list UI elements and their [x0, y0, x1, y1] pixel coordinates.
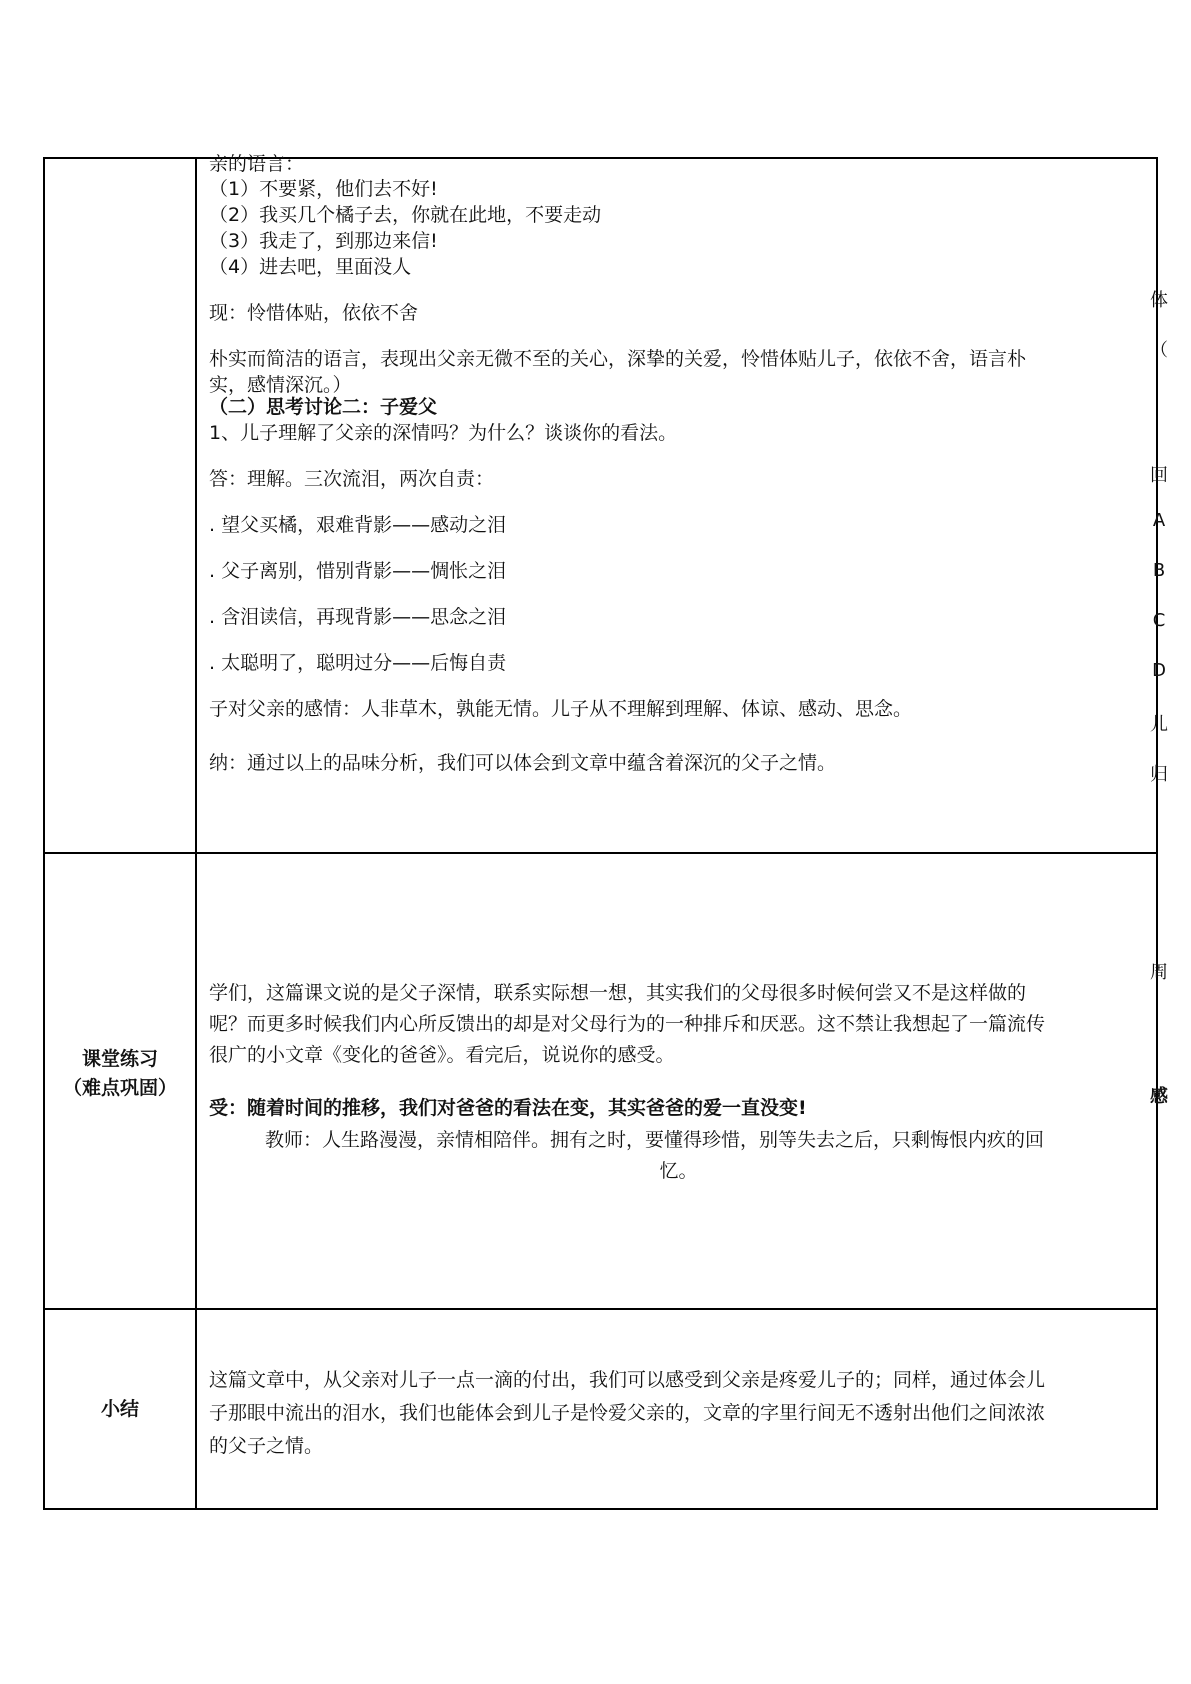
margin-char: 感	[1150, 1086, 1168, 1107]
text-line: . 含泪读信，再现背影——思念之泪	[209, 606, 507, 628]
text-line: 亲的语言：	[209, 153, 305, 175]
text-line: 1、儿子理解了父亲的深情吗？为什么？谈谈你的看法。	[209, 422, 678, 444]
lesson-plan-table	[43, 153, 1158, 1510]
section-heading: （二）思考讨论二：子爱父	[209, 396, 438, 418]
text-line: 这篇文章中，从父亲对儿子一点一滴的付出，我们可以感受到父亲是疼爱儿子的；同样，通过体会儿	[209, 1369, 1046, 1391]
text-line: （2）我买几个橘子去，你就在此地，不要走动	[209, 204, 602, 226]
text-line: （3）我走了，到那边来信!	[209, 230, 438, 252]
text-line: 答：理解。三次流泪，两次自责：	[209, 468, 495, 490]
text-line: 现：怜惜体贴，依依不舍	[209, 302, 419, 324]
margin-char: 回	[1150, 465, 1168, 486]
margin-char: A	[1152, 510, 1166, 531]
margin-char: C	[1152, 610, 1166, 631]
row-label-summary: 小结	[44, 1309, 196, 1509]
text-line: 很广的小文章《变化的爸爸》。看完后，说说你的感受。	[209, 1044, 675, 1066]
margin-char: 儿	[1150, 714, 1168, 735]
teacher-line: 教师：人生路漫漫，亲情相陪伴。拥有之时，要懂得珍惜，别等失去之后，只剩悔恨内疚的回	[265, 1129, 1045, 1151]
text-line: 呢？而更多时候我们内心所反馈出的却是对父母行为的一种排斥和厌恶。这不禁让我想起了一篇流传	[209, 1013, 1046, 1035]
text-line: 子对父亲的感情：人非草木，孰能无情。儿子从不理解到理解、体谅、感动、思念。	[209, 698, 913, 720]
text-line: （4）进去吧，里面没人	[209, 256, 412, 278]
margin-char: 体	[1150, 290, 1168, 311]
row-content-summary	[196, 1309, 1157, 1509]
margin-char: （	[1150, 340, 1168, 361]
row-label-empty	[44, 158, 196, 853]
table-row	[44, 1309, 1157, 1509]
table-row	[44, 853, 1157, 1309]
margin-char: 周	[1150, 962, 1168, 983]
label-line: 课堂练习	[81, 1048, 158, 1070]
text-line: . 望父买橘，艰难背影——感动之泪	[209, 514, 507, 536]
text-line: 朴实而简洁的语言，表现出父亲无微不至的关心，深挚的关爱，怜惜体贴儿子，依依不舍，语言朴	[209, 348, 1027, 370]
text-line: 的父子之情。	[209, 1435, 324, 1457]
text-line: 子那眼中流出的泪水，我们也能体会到儿子是怜爱父亲的，文章的字里行间无不透射出他们之间浓浓	[209, 1402, 1046, 1424]
label-line: （难点巩固）	[62, 1077, 177, 1099]
table-row	[44, 158, 1157, 853]
text-line: （1）不要紧，他们去不好!	[209, 178, 438, 200]
text-line: . 太聪明了，聪明过分——后悔自责	[209, 652, 507, 674]
text-line: . 父子离别，惜别背影——惆怅之泪	[209, 560, 507, 582]
text-line: 学们，这篇课文说的是父子深情，联系实际想一想，其实我们的父母很多时候何尝又不是这样做的	[209, 982, 1027, 1004]
margin-char: B	[1152, 560, 1166, 581]
text-line: 实，感情深沉。）	[209, 374, 352, 396]
text-line: 忆。	[659, 1160, 698, 1182]
margin-char: D	[1152, 660, 1166, 681]
margin-char: 归	[1150, 764, 1168, 785]
row-label-practice	[44, 853, 196, 1309]
row-content-practice	[196, 853, 1157, 1309]
answer-line: 受：随着时间的推移，我们对爸爸的看法在变，其实爸爸的爱一直没变!	[209, 1097, 807, 1119]
text-line: 纳：通过以上的品味分析，我们可以体会到文章中蕴含着深沉的父子之情。	[209, 752, 837, 774]
row-content-discussion	[196, 153, 1157, 853]
